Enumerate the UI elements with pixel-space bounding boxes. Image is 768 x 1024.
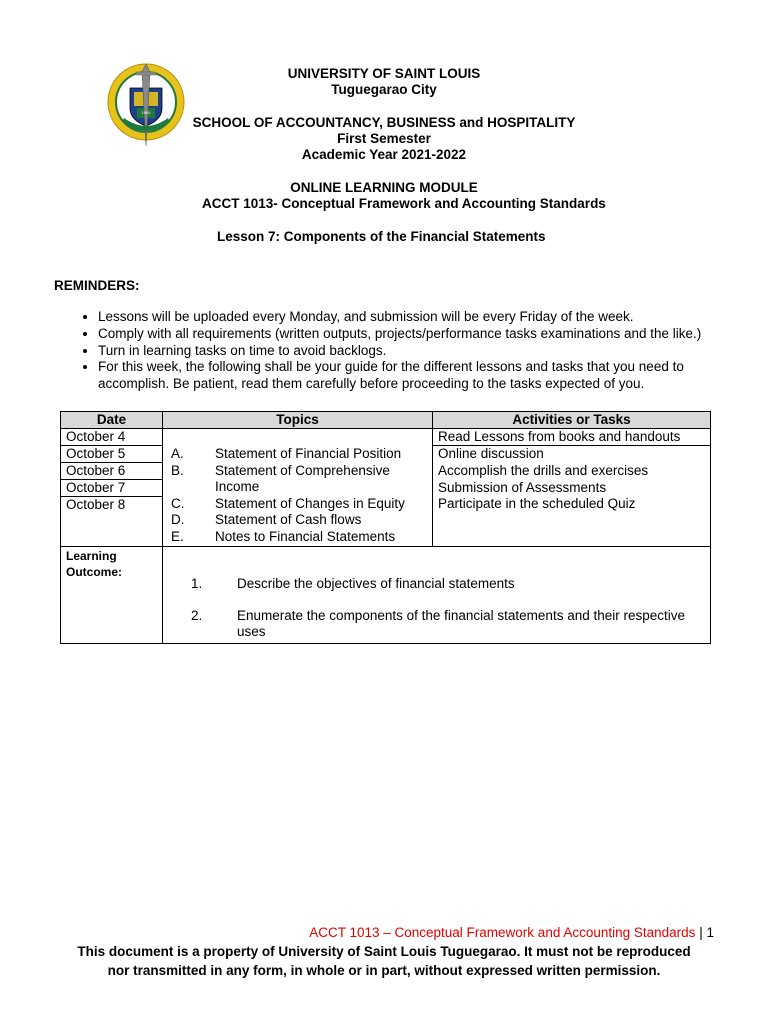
topic-item: Income [215, 479, 260, 494]
activity-item: Accomplish the drills and exercises [438, 462, 649, 478]
university-name: UNIVERSITY OF SAINT LOUIS [287, 66, 481, 81]
topic-item: B. Statement of Comprehensive [171, 462, 390, 478]
university-seal-logo [106, 62, 186, 148]
header-topics: Topics [163, 412, 433, 429]
lesson-title: Lesson 7: Components of the Financial Statements [217, 229, 546, 244]
date-cell [61, 429, 163, 547]
date-item: October 7 [61, 480, 162, 497]
copyright-line: nor transmitted in any form, in whole or in part, without expressed written permission. [107, 963, 661, 978]
topic-item: D. Statement of Cash flows [171, 512, 362, 527]
schedule-table [60, 411, 711, 644]
learning-outcome-row [61, 547, 711, 644]
activities-cell [433, 429, 711, 547]
seal-year: 1965 [141, 110, 151, 115]
module-title: ONLINE LEARNING MODULE [290, 180, 478, 195]
table-row [61, 429, 711, 547]
topic-item: C. Statement of Changes in Equity [171, 495, 405, 511]
date-item: October 6 [61, 463, 162, 480]
copyright-line: This document is a property of University of Saint Louis Tuguegarao. It must not be reproduced [77, 944, 691, 959]
semester: First Semester [337, 131, 431, 146]
learning-outcome-item: 2. Enumerate the components of the financial statements and their respective uses [191, 607, 686, 639]
reminder-item: • Turn in learning tasks on time to avoid backlogs. [98, 343, 758, 360]
footer-course-line [309, 925, 714, 940]
copyright-notice [0, 942, 768, 980]
header-date: Date [61, 412, 163, 429]
academic-year: Academic Year 2021-2022 [301, 147, 467, 162]
footer-separator: | [699, 925, 703, 940]
date-item: October 8 [66, 497, 126, 512]
learning-outcome-label: Learning Outcome: [66, 549, 123, 579]
topic-item: A. Statement of Financial Position [171, 446, 402, 461]
date-item: October 4 [61, 429, 162, 446]
page-number: 1 [706, 925, 714, 940]
reminder-item: • For this week, the following shall be your guide for the different lessons and tasks that you need to accomplish. Be patient, read them carefully before proceeding to the tasks expected of you. [98, 359, 758, 393]
course-title: ACCT 1013- Conceptual Framework and Accounting Standards [202, 196, 606, 211]
reminder-item: • Comply with all requirements (written outputs, projects/performance tasks examinations and the like.) [98, 326, 758, 343]
topics-cell [163, 429, 433, 547]
activity-item: Submission of Assessments [438, 479, 607, 495]
date-item: October 5 [61, 446, 162, 463]
activity-item: Online discussion [438, 446, 544, 461]
learning-outcome-cell [163, 547, 711, 644]
table-header-row [61, 412, 711, 429]
university-city: Tuguegarao City [331, 82, 437, 97]
reminders-list [58, 309, 758, 393]
footer-course-title: ACCT 1013 – Conceptual Framework and Accounting Standards [309, 925, 696, 940]
reminders-heading: REMINDERS: [54, 278, 140, 293]
header-activities: Activities or Tasks [433, 412, 711, 429]
topic-item: E. Notes to Financial Statements [171, 528, 396, 544]
activity-item: Read Lessons from books and handouts [433, 429, 710, 446]
learning-outcome-item: 1. Describe the objectives of financial statements [191, 576, 515, 591]
activity-item: Participate in the scheduled Quiz [438, 496, 636, 512]
learning-outcome-label-cell [61, 547, 163, 644]
reminder-item: • Lessons will be uploaded every Monday, and submission will be every Friday of the week. [98, 309, 758, 326]
school-name: SCHOOL OF ACCOUNTANCY, BUSINESS and HOSPITALITY [192, 115, 576, 130]
